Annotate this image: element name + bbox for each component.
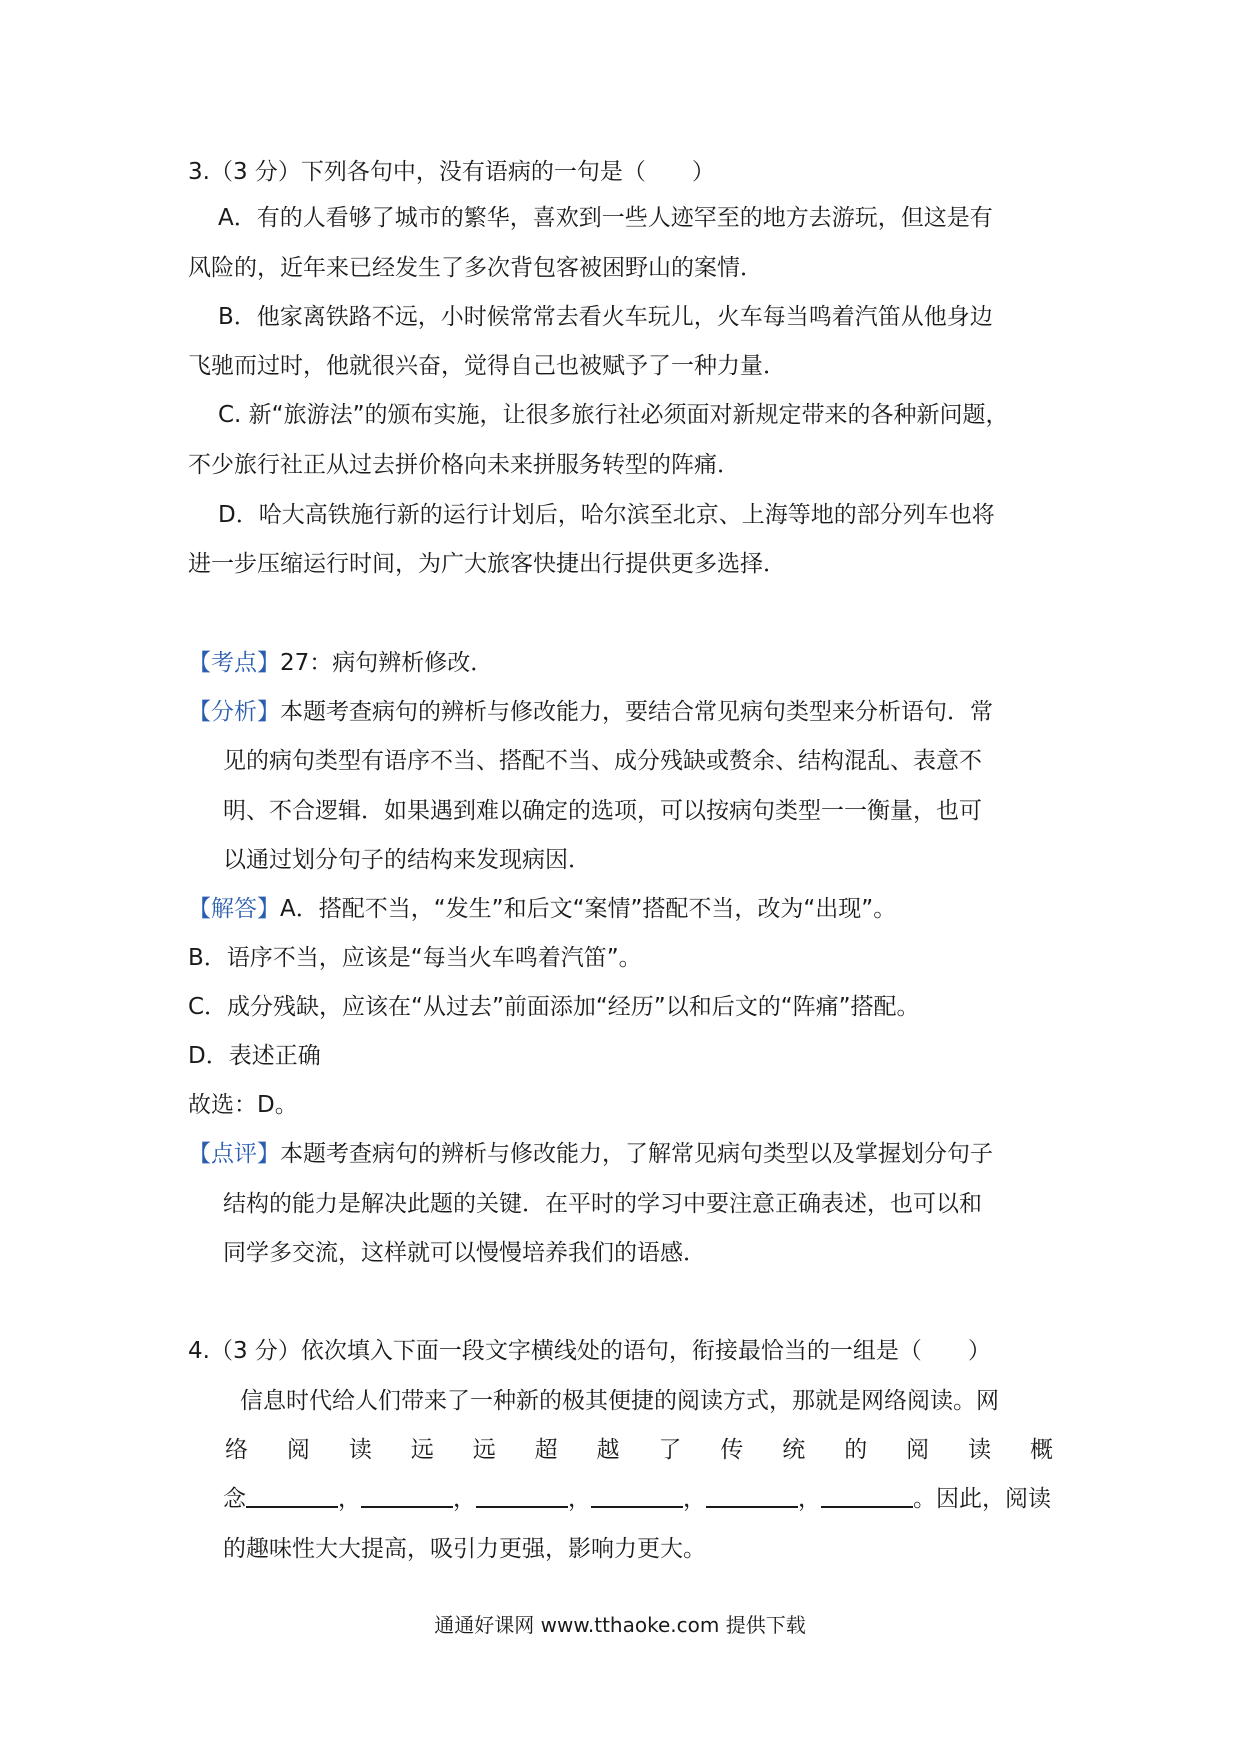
fill-blank-2 <box>361 1484 453 1508</box>
q4-char: 的 <box>844 1437 868 1463</box>
q4-char: 阅 <box>286 1437 310 1463</box>
fenxi-line4: 以通过划分句子的结构来发现病因． <box>223 847 591 873</box>
q3-option-b-line2: 飞驰而过时，他就很兴奋，觉得自己也被赋予了一种力量． <box>188 353 786 379</box>
q4-char: 统 <box>782 1437 806 1463</box>
dianping-tag: 【点评】 <box>188 1141 280 1167</box>
fenxi-line1: 本题考查病句的辨析与修改能力，要结合常见病句类型来分析语句．常 <box>280 699 993 725</box>
q4-para-line3-end: 。因此，阅读 <box>913 1486 1051 1512</box>
q4-para-line1: 信息时代给人们带来了一种新的极其便捷的阅读方式，那就是网络阅读。网 <box>240 1388 999 1414</box>
jieda-c: C．成分残缺，应该在“从过去”前面添加“经历”以和后文的“阵痛”搭配。 <box>188 994 920 1020</box>
fill-blank-4 <box>591 1484 683 1508</box>
dianping-line3: 同学多交流，这样就可以慢慢培养我们的语感． <box>223 1240 706 1266</box>
q3-option-d-line2: 进一步压缩运行时间，为广大旅客快捷出行提供更多选择． <box>188 551 786 577</box>
fill-blank-6 <box>821 1484 913 1508</box>
dianping-line1: 本题考查病句的辨析与修改能力，了解常见病句类型以及掌握划分句子 <box>280 1141 993 1167</box>
dianping-row <box>188 1139 993 1169</box>
q4-char: 传 <box>720 1437 744 1463</box>
q3-option-a-line1: A．有的人看够了城市的繁华，喜欢到一些人迹罕至的地方去游玩，但这是有 <box>218 205 993 231</box>
fill-blank-5 <box>706 1484 798 1508</box>
q4-char: 远 <box>472 1437 496 1463</box>
page-footer: 通通好课网 www.tthaoke.com 提供下载 <box>434 1613 806 1637</box>
q3-option-c-line2: 不少旅行社正从过去拼价格向未来拼服务转型的阵痛． <box>188 452 740 478</box>
q4-para-line3-start: 念 <box>223 1486 246 1512</box>
q4-char: 阅 <box>906 1437 930 1463</box>
jieda-a: A．搭配不当，“发生”和后文“案情”搭配不当，改为“出现”。 <box>280 896 897 922</box>
q4-char: 了 <box>658 1437 682 1463</box>
comma: ， <box>453 1486 476 1512</box>
jieda-row <box>188 894 896 924</box>
dianping-line2: 结构的能力是解决此题的关键．在平时的学习中要注意正确表述，也可以和 <box>223 1191 982 1217</box>
jieda-choice: 故选：D。 <box>188 1092 298 1118</box>
q3-stem: 3.（3 分）下列各句中，没有语病的一句是（ ） <box>188 159 715 185</box>
q4-char: 概 <box>1029 1437 1053 1463</box>
fenxi-tag: 【分析】 <box>188 699 280 725</box>
jieda-d: D．表述正确 <box>188 1043 321 1069</box>
q4-char: 络 <box>225 1437 248 1463</box>
fenxi-row <box>188 697 993 727</box>
q4-char: 超 <box>534 1437 558 1463</box>
fill-blank-3 <box>476 1484 568 1508</box>
jieda-b: B．语序不当，应该是“每当火车鸣着汽笛”。 <box>188 945 642 971</box>
q4-para-line3 <box>223 1484 1051 1514</box>
comma: ， <box>683 1486 706 1512</box>
comma: ， <box>568 1486 591 1512</box>
q4-char: 越 <box>596 1437 620 1463</box>
q4-char: 读 <box>348 1437 372 1463</box>
jieda-tag: 【解答】 <box>188 896 280 922</box>
q3-option-c-line1: C. 新“旅游法”的颁布实施，让很多旅行社必须面对新规定带来的各种新问题， <box>218 402 1009 428</box>
q4-char: 远 <box>410 1437 434 1463</box>
fenxi-line2: 见的病句类型有语序不当、搭配不当、成分残缺或赘余、结构混乱、表意不 <box>223 748 982 774</box>
q3-option-d-line1: D．哈大高铁施行新的运行计划后，哈尔滨至北京、上海等地的部分列车也将 <box>218 502 995 528</box>
q4-char: 读 <box>968 1437 992 1463</box>
fill-blank-1 <box>246 1484 338 1508</box>
fenxi-line3: 明、不合逻辑．如果遇到难以确定的选项，可以按病句类型一一衡量，也可 <box>223 798 982 824</box>
comma: ， <box>798 1486 821 1512</box>
q3-option-a-line2: 风险的，近年来已经发生了多次背包客被困野山的案情． <box>188 255 763 281</box>
kaodian-tag: 【考点】 <box>188 650 280 676</box>
comma: ， <box>338 1486 361 1512</box>
q4-stem: 4.（3 分）依次填入下面一段文字横线处的语句，衔接最恰当的一组是（ ） <box>188 1338 991 1364</box>
kaodian-text: 27：病句辨析修改． <box>280 650 494 676</box>
kaodian-row <box>188 648 493 678</box>
q3-option-b-line1: B．他家离铁路不远，小时候常常去看火车玩儿，火车每当鸣着汽笛从他身边 <box>218 304 993 330</box>
q4-para-line4: 的趣味性大大提高，吸引力更强，影响力更大。 <box>223 1536 706 1562</box>
q4-para-line2 <box>225 1435 1053 1465</box>
